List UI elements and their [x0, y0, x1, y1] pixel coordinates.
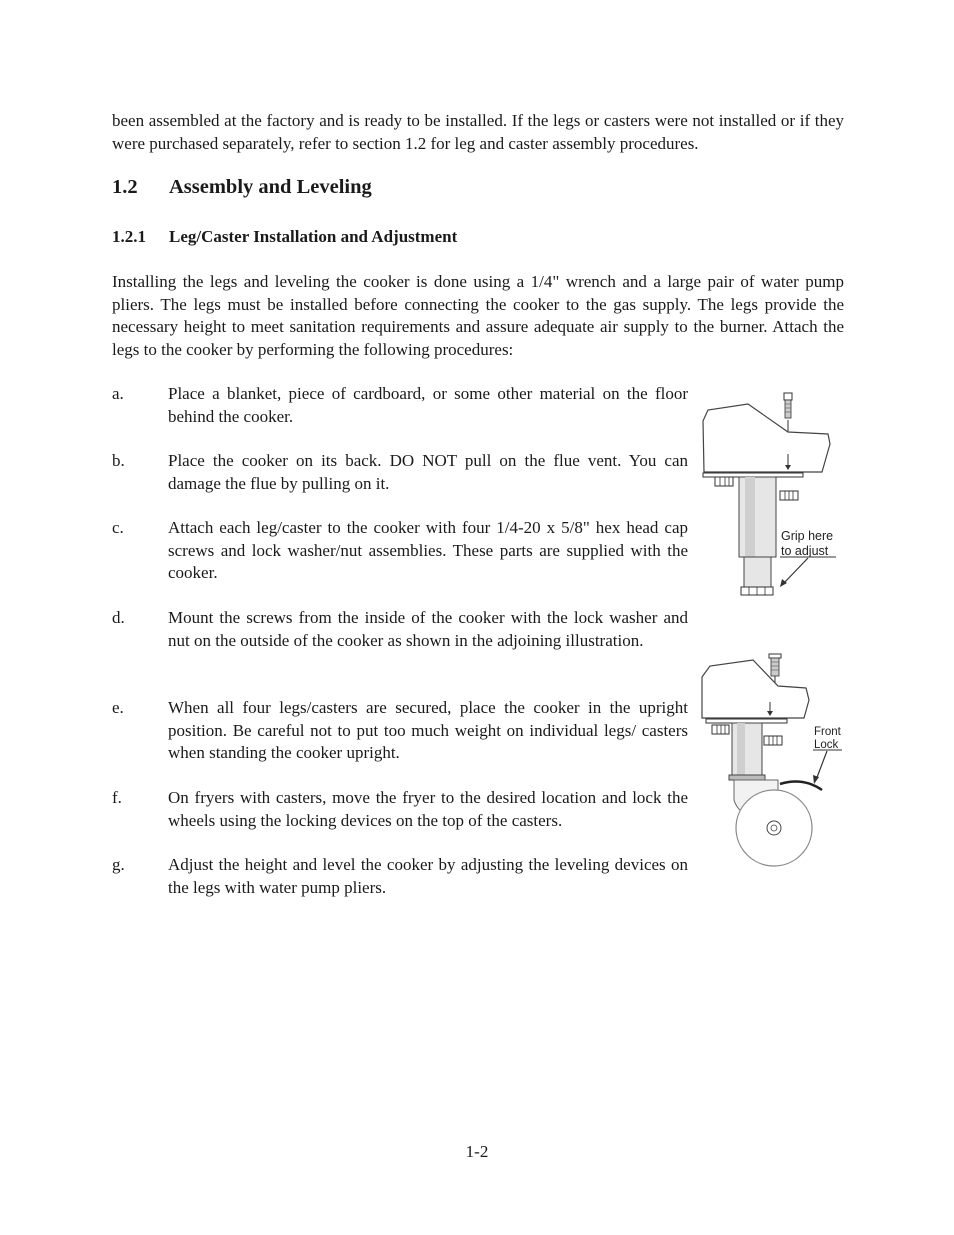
step-text: Place a blanket, piece of cardboard, or some other material on the floor behind the cooker.	[168, 384, 688, 426]
caster-label-line1: Front	[814, 726, 841, 738]
page-number: 1-2	[465, 1142, 489, 1161]
step-letter: e.	[112, 698, 124, 717]
step-letter: f.	[112, 788, 122, 807]
step-item	[112, 450, 688, 495]
subsection-number: 1.2.1	[112, 227, 146, 246]
step-item	[112, 697, 688, 765]
step-text: Attach each leg/caster to the cooker with four 1/4-20 x 5/8" hex head cap screws and lock washer/nut assemblies. These parts are supplied with the cooker.	[168, 518, 688, 582]
intro-paragraph: been assembled at the factory and is ready to be installed. If the legs or casters were not installed or if they were purchased separately, refer to section 1.2 for leg and caster assembly procedures.	[112, 111, 844, 153]
section-number: 1.2	[112, 176, 138, 198]
leg-label-line1: Grip here	[781, 529, 834, 543]
caster-installation-illustration	[698, 652, 848, 870]
step-text: Place the cooker on its back. DO NOT pull on the flue vent. You can damage the flue by pulling on it.	[168, 451, 688, 493]
leg-label-line2: to adjust	[781, 544, 829, 558]
step-item	[112, 787, 688, 832]
step-letter: b.	[112, 451, 125, 470]
step-item	[112, 383, 688, 428]
step-item	[112, 607, 688, 652]
step-text: On fryers with casters, move the fryer to the desired location and lock the wheels using the locking devices on the top of the casters.	[168, 788, 688, 830]
body-paragraph: Installing the legs and leveling the cooker is done using a 1/4" wrench and a large pair of water pump pliers. The legs must be installed before connecting the cooker to the gas supply. The legs provide the necessary height to meet sanitation requirements and assure adequate air supply to the burner. Attach the legs to the cooker by performing the following procedures:	[112, 272, 844, 359]
step-letter: g.	[112, 855, 125, 874]
step-text: Adjust the height and level the cooker by adjusting the leveling devices on the legs with water pump pliers.	[168, 855, 688, 897]
step-letter: c.	[112, 518, 124, 537]
section-heading	[112, 176, 372, 199]
step-text: When all four legs/casters are secured, place the cooker in the upright position. Be careful not to put too much weight on individual legs/ casters when standing the cooker upright.	[168, 698, 688, 762]
step-item	[112, 517, 688, 585]
subsection-title: Leg/Caster Installation and Adjustment	[169, 227, 458, 246]
step-text: Mount the screws from the inside of the cooker with the lock washer and nut on the outside of the cooker as shown in the adjoining illustration.	[168, 608, 688, 650]
caster-label-line2: Lock	[814, 739, 839, 751]
step-letter: d.	[112, 608, 125, 627]
step-item	[112, 854, 688, 899]
subsection-heading	[112, 227, 457, 247]
leg-installation-illustration	[698, 388, 848, 603]
section-title: Assembly and Leveling	[169, 176, 372, 198]
step-letter: a.	[112, 384, 124, 403]
